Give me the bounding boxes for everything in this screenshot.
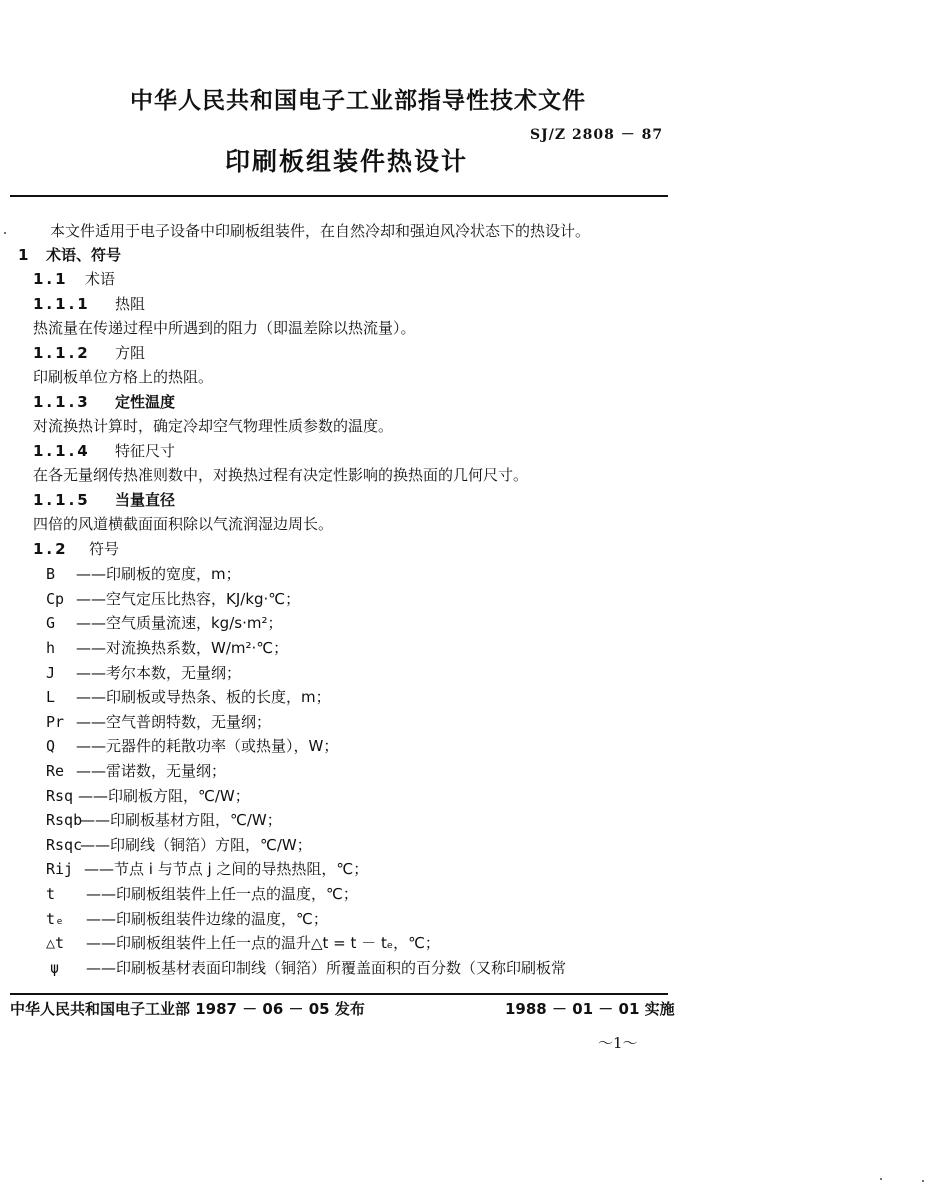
- symbol-description: ——印刷板基材方阻，℃/W；: [80, 811, 282, 829]
- section-1-1-4-heading: [33, 439, 175, 463]
- section-number: 1.1: [33, 270, 69, 288]
- symbol-item: [46, 882, 358, 906]
- symbol: J: [46, 664, 56, 682]
- symbol: B: [46, 565, 56, 583]
- section-1-1-heading: [33, 267, 115, 291]
- section-1-1-4-text: 在各无量纲传热准则数中，对换热过程有决定性影响的换热面的几何尺寸。: [33, 466, 529, 484]
- symbol-description: ——空气普朗特数，无量纲；: [76, 713, 272, 731]
- footer-rule: [10, 993, 668, 995]
- header-rule: [10, 195, 668, 197]
- symbol-item: [46, 931, 440, 955]
- symbol-description: ——印刷板组装件上任一点的温升△t = t － tₑ，℃；: [86, 934, 440, 952]
- section-1-heading: [18, 243, 121, 267]
- symbol-description: ——印刷板基材表面印制线（铜箔）所覆盖面积的百分数（又称印刷板常: [86, 959, 567, 977]
- scan-speck: [880, 1178, 882, 1180]
- symbol-description: ——元器件的耗散功率（或热量），W；: [76, 737, 339, 755]
- symbol-description: ——印刷板的宽度，m；: [76, 565, 241, 583]
- section-number: 1.2: [33, 540, 69, 558]
- symbol-item: [46, 784, 250, 808]
- section-title: 术语、符号: [46, 246, 122, 264]
- symbol-item: [46, 611, 282, 635]
- symbol-description: ——印刷板或导热条、板的长度，m；: [76, 688, 331, 706]
- effective-date: 1988 － 01 － 01 实施: [505, 1000, 675, 1018]
- issue-date: 中华人民共和国电子工业部 1987 － 06 － 05 发布: [10, 1000, 365, 1018]
- page-number: ～1～: [598, 1034, 638, 1052]
- section-number: 1.1.2: [33, 344, 91, 362]
- symbol: Pr: [46, 713, 65, 731]
- symbol-description: ——考尔本数，无量纲；: [76, 664, 242, 682]
- symbol: Rij: [46, 860, 74, 878]
- symbol-description: ——空气定压比热容，KJ/kg·℃；: [76, 590, 301, 608]
- symbol-description: ——印刷线（铜箔）方阻，℃/W；: [80, 836, 312, 854]
- symbol-description: ——印刷板组装件上任一点的温度，℃；: [86, 885, 358, 903]
- symbol-description: ——印刷板组装件边缘的温度，℃；: [86, 910, 328, 928]
- symbol: L: [46, 688, 56, 706]
- section-1-1-1-text: 热流量在传递过程中所遇到的阻力（即温差除以热流量）。: [33, 319, 416, 337]
- section-1-1-3-heading: [33, 390, 175, 414]
- symbol-item: [46, 587, 300, 611]
- section-1-1-3-text: 对流换热计算时，确定冷却空气物理性质参数的温度。: [33, 417, 394, 435]
- section-number: 1.1.3: [33, 393, 91, 411]
- intro-paragraph: 本文件适用于电子设备中印刷板组装件，在自然冷却和强迫风冷状态下的热设计。: [50, 222, 591, 240]
- symbol: t: [46, 885, 56, 903]
- section-title: 方阻: [115, 344, 146, 362]
- symbol: Cp: [46, 590, 65, 608]
- symbol: ψ: [50, 959, 60, 977]
- symbol: G: [46, 614, 56, 632]
- standard-code: SJ/Z 2808 － 87: [530, 127, 664, 143]
- section-number: 1: [18, 246, 32, 264]
- document-title: 印刷板组装件热设计: [225, 147, 469, 176]
- section-title: 热阻: [115, 295, 146, 313]
- symbol: △t: [46, 934, 65, 952]
- symbol-item: [46, 710, 271, 734]
- section-title: 特征尺寸: [115, 442, 176, 460]
- section-number: 1.1.1: [33, 295, 91, 313]
- section-number: 1.1.4: [33, 442, 91, 460]
- symbol: Rsq: [46, 787, 74, 805]
- symbol-item: [46, 562, 241, 586]
- section-1-2-heading: [33, 537, 119, 561]
- symbol-description: ——节点 i 与节点 j 之间的导热热阻，℃；: [84, 860, 369, 878]
- section-title: 定性温度: [115, 393, 176, 411]
- symbol: Re: [46, 762, 65, 780]
- section-title: 当量直径: [115, 491, 176, 509]
- symbol-item: [46, 734, 338, 758]
- section-1-1-5-text: 四倍的风道横截面面积除以气流润湿边周长。: [33, 515, 334, 533]
- section-1-1-2-heading: [33, 341, 145, 365]
- section-1-1-5-heading: [33, 488, 175, 512]
- symbol-item: [46, 833, 312, 857]
- section-1-1-2-text: 印刷板单位方格上的热阻。: [33, 368, 214, 386]
- symbol: Rsqb: [46, 811, 83, 829]
- section-number: 1.1.5: [33, 491, 91, 509]
- ministry-title: 中华人民共和国电子工业部指导性技术文件: [130, 88, 586, 114]
- symbol-description: ——对流换热系数，W/m²·℃；: [76, 639, 289, 657]
- symbol-item: [46, 857, 368, 881]
- symbol: tₑ: [46, 910, 65, 928]
- symbol-description: ——空气质量流速，kg/s·m²；: [76, 614, 283, 632]
- symbol-description: ——印刷板方阻，℃/W；: [78, 787, 250, 805]
- section-title: 术语: [85, 270, 116, 288]
- symbol-description: ——雷诺数，无量纲；: [76, 762, 227, 780]
- scan-speck: [4, 232, 6, 234]
- symbol-item: [46, 636, 288, 660]
- symbol: h: [46, 639, 56, 657]
- symbol: Rsqc: [46, 836, 83, 854]
- scan-speck: [922, 1180, 924, 1182]
- symbol-item: [46, 661, 241, 685]
- section-title: 符号: [89, 540, 120, 558]
- symbol-item: [46, 808, 282, 832]
- symbol-item: [50, 956, 566, 980]
- symbol-item: [46, 759, 226, 783]
- symbol-item: [46, 907, 328, 931]
- section-1-1-1-heading: [33, 292, 145, 316]
- symbol-item: [46, 685, 331, 709]
- symbol: Q: [46, 737, 56, 755]
